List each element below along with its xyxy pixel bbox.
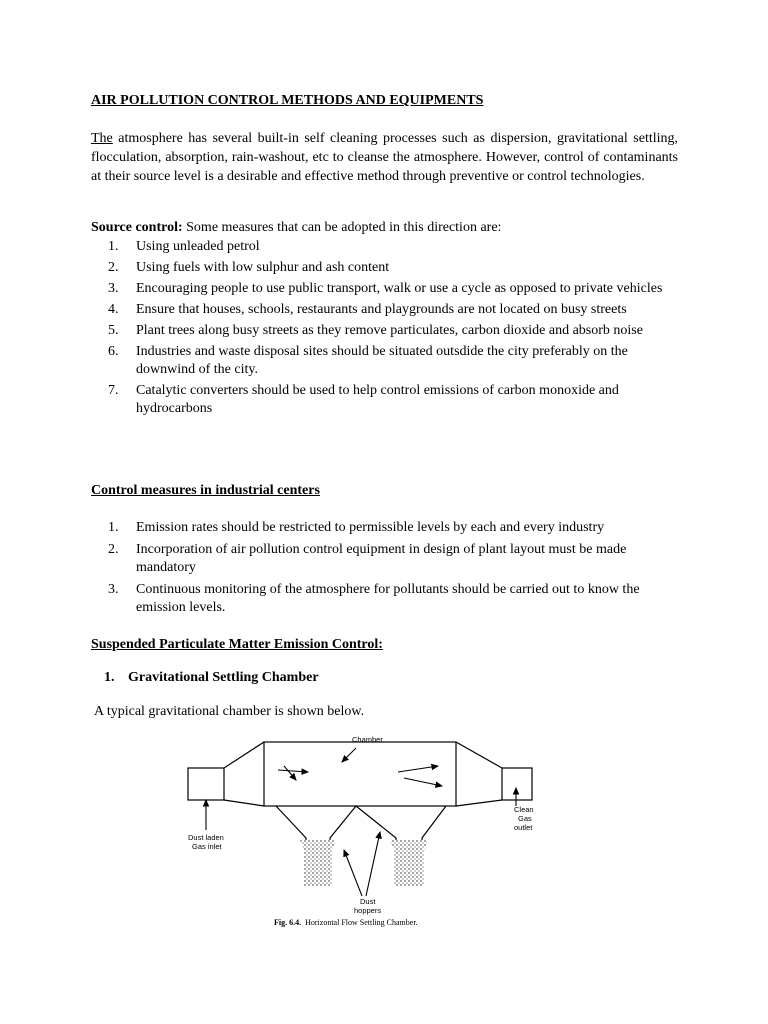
chamber-label: Chamber: [352, 735, 383, 744]
hopper-pointer: [344, 850, 362, 896]
caption-text: Horizontal Flow Settling Chamber.: [305, 918, 418, 927]
intro-lead: The: [91, 131, 113, 146]
list-text: Encouraging people to use public transport, walk or use a cycle as opposed to private vehicles: [136, 281, 663, 296]
list-item: [108, 238, 678, 256]
inlet-label: Dust laden: [188, 833, 224, 842]
source-control-label: Source control:: [91, 220, 183, 235]
intro-text: atmosphere has several built-in self cleaning processes such as dispersion, gravitational settling, flocculation, absorption, rain-washout, etc to cleanse the atmosphere. However, control of contaminants at their source level is a desirable and effective method through preventive or control technologies.: [91, 131, 678, 184]
list-text: Continuous monitoring of the atmosphere for pollutants should be carried out to know the emission levels.: [136, 582, 640, 615]
chamber-pointer: [342, 748, 356, 762]
list-number: 5.: [108, 323, 119, 338]
list-text: Using unleaded petrol: [136, 239, 260, 254]
source-control-intro: [91, 220, 501, 236]
list-item: [108, 280, 678, 298]
list-text: Plant trees along busy streets as they remove particulates, carbon dioxide and absorb noise: [136, 323, 643, 338]
hoppers-label: hoppers: [354, 906, 382, 915]
settling-chamber-diagram: [180, 728, 560, 933]
inlet-transition: [224, 742, 264, 806]
list-text: Industries and waste disposal sites should be situated outsdide the city preferably on the downwind of the city.: [136, 344, 628, 377]
flow-arrow-icon: [284, 766, 296, 780]
subsection-heading: [104, 670, 319, 686]
dust-fill-left: [300, 840, 336, 886]
industrial-heading: Control measures in industrial centers: [91, 483, 320, 498]
subsection-number: 1.: [104, 670, 115, 685]
page-title: AIR POLLUTION CONTROL METHODS AND EQUIPMENTS: [91, 93, 484, 108]
list-item: [108, 343, 678, 379]
chamber-body: [264, 742, 456, 806]
list-number: 3.: [108, 281, 119, 296]
hoppers-label: Dust: [360, 897, 376, 906]
list-item: [108, 541, 678, 577]
list-number: 6.: [108, 344, 119, 359]
source-control-text: Some measures that can be adopted in this direction are:: [182, 220, 502, 235]
list-item: [108, 301, 678, 319]
source-control-list: [108, 238, 678, 418]
caption-label: Fig. 6.4.: [274, 918, 302, 927]
flow-arrow-icon: [398, 766, 438, 772]
list-number: 1.: [108, 520, 119, 535]
outlet-transition: [456, 742, 502, 806]
inlet-duct: [188, 768, 224, 800]
dust-fill-right: [390, 840, 428, 886]
outlet-label: Gas: [518, 814, 532, 823]
subsection-title: Gravitational Settling Chamber: [128, 670, 319, 685]
list-text: Ensure that houses, schools, restaurants and playgrounds are not located on busy streets: [136, 302, 627, 317]
outlet-label: outlet: [514, 823, 533, 832]
inlet-label: Gas inlet: [192, 842, 222, 851]
list-text: Using fuels with low sulphur and ash content: [136, 260, 390, 275]
list-text: Emission rates should be restricted to permissible levels by each and every industry: [136, 520, 605, 535]
figure-intro: A typical gravitational chamber is shown below.: [94, 704, 365, 719]
outlet-duct: [502, 768, 532, 800]
spm-heading: Suspended Particulate Matter Emission Control:: [91, 637, 383, 652]
list-number: 4.: [108, 302, 119, 317]
industrial-list: [108, 519, 678, 617]
list-item: [108, 581, 678, 617]
intro-paragraph: [91, 129, 678, 186]
list-text: Catalytic converters should be used to help control emissions of carbon monoxide and hydrocarbons: [136, 383, 619, 416]
list-number: 1.: [108, 239, 119, 254]
list-number: 2.: [108, 260, 119, 275]
list-item: [108, 259, 678, 277]
list-item: [108, 519, 678, 537]
list-text: Incorporation of air pollution control equipment in design of plant layout must be made mandatory: [136, 542, 627, 575]
list-number: 7.: [108, 383, 119, 398]
list-number: 3.: [108, 582, 119, 597]
outlet-label: Clean: [514, 805, 534, 814]
figure-caption: [274, 918, 418, 927]
flow-arrow-icon: [404, 778, 442, 786]
flow-arrow-icon: [278, 770, 308, 772]
list-number: 2.: [108, 542, 119, 557]
list-item: [108, 322, 678, 340]
list-item: [108, 382, 678, 418]
hopper-pointer: [366, 832, 380, 896]
